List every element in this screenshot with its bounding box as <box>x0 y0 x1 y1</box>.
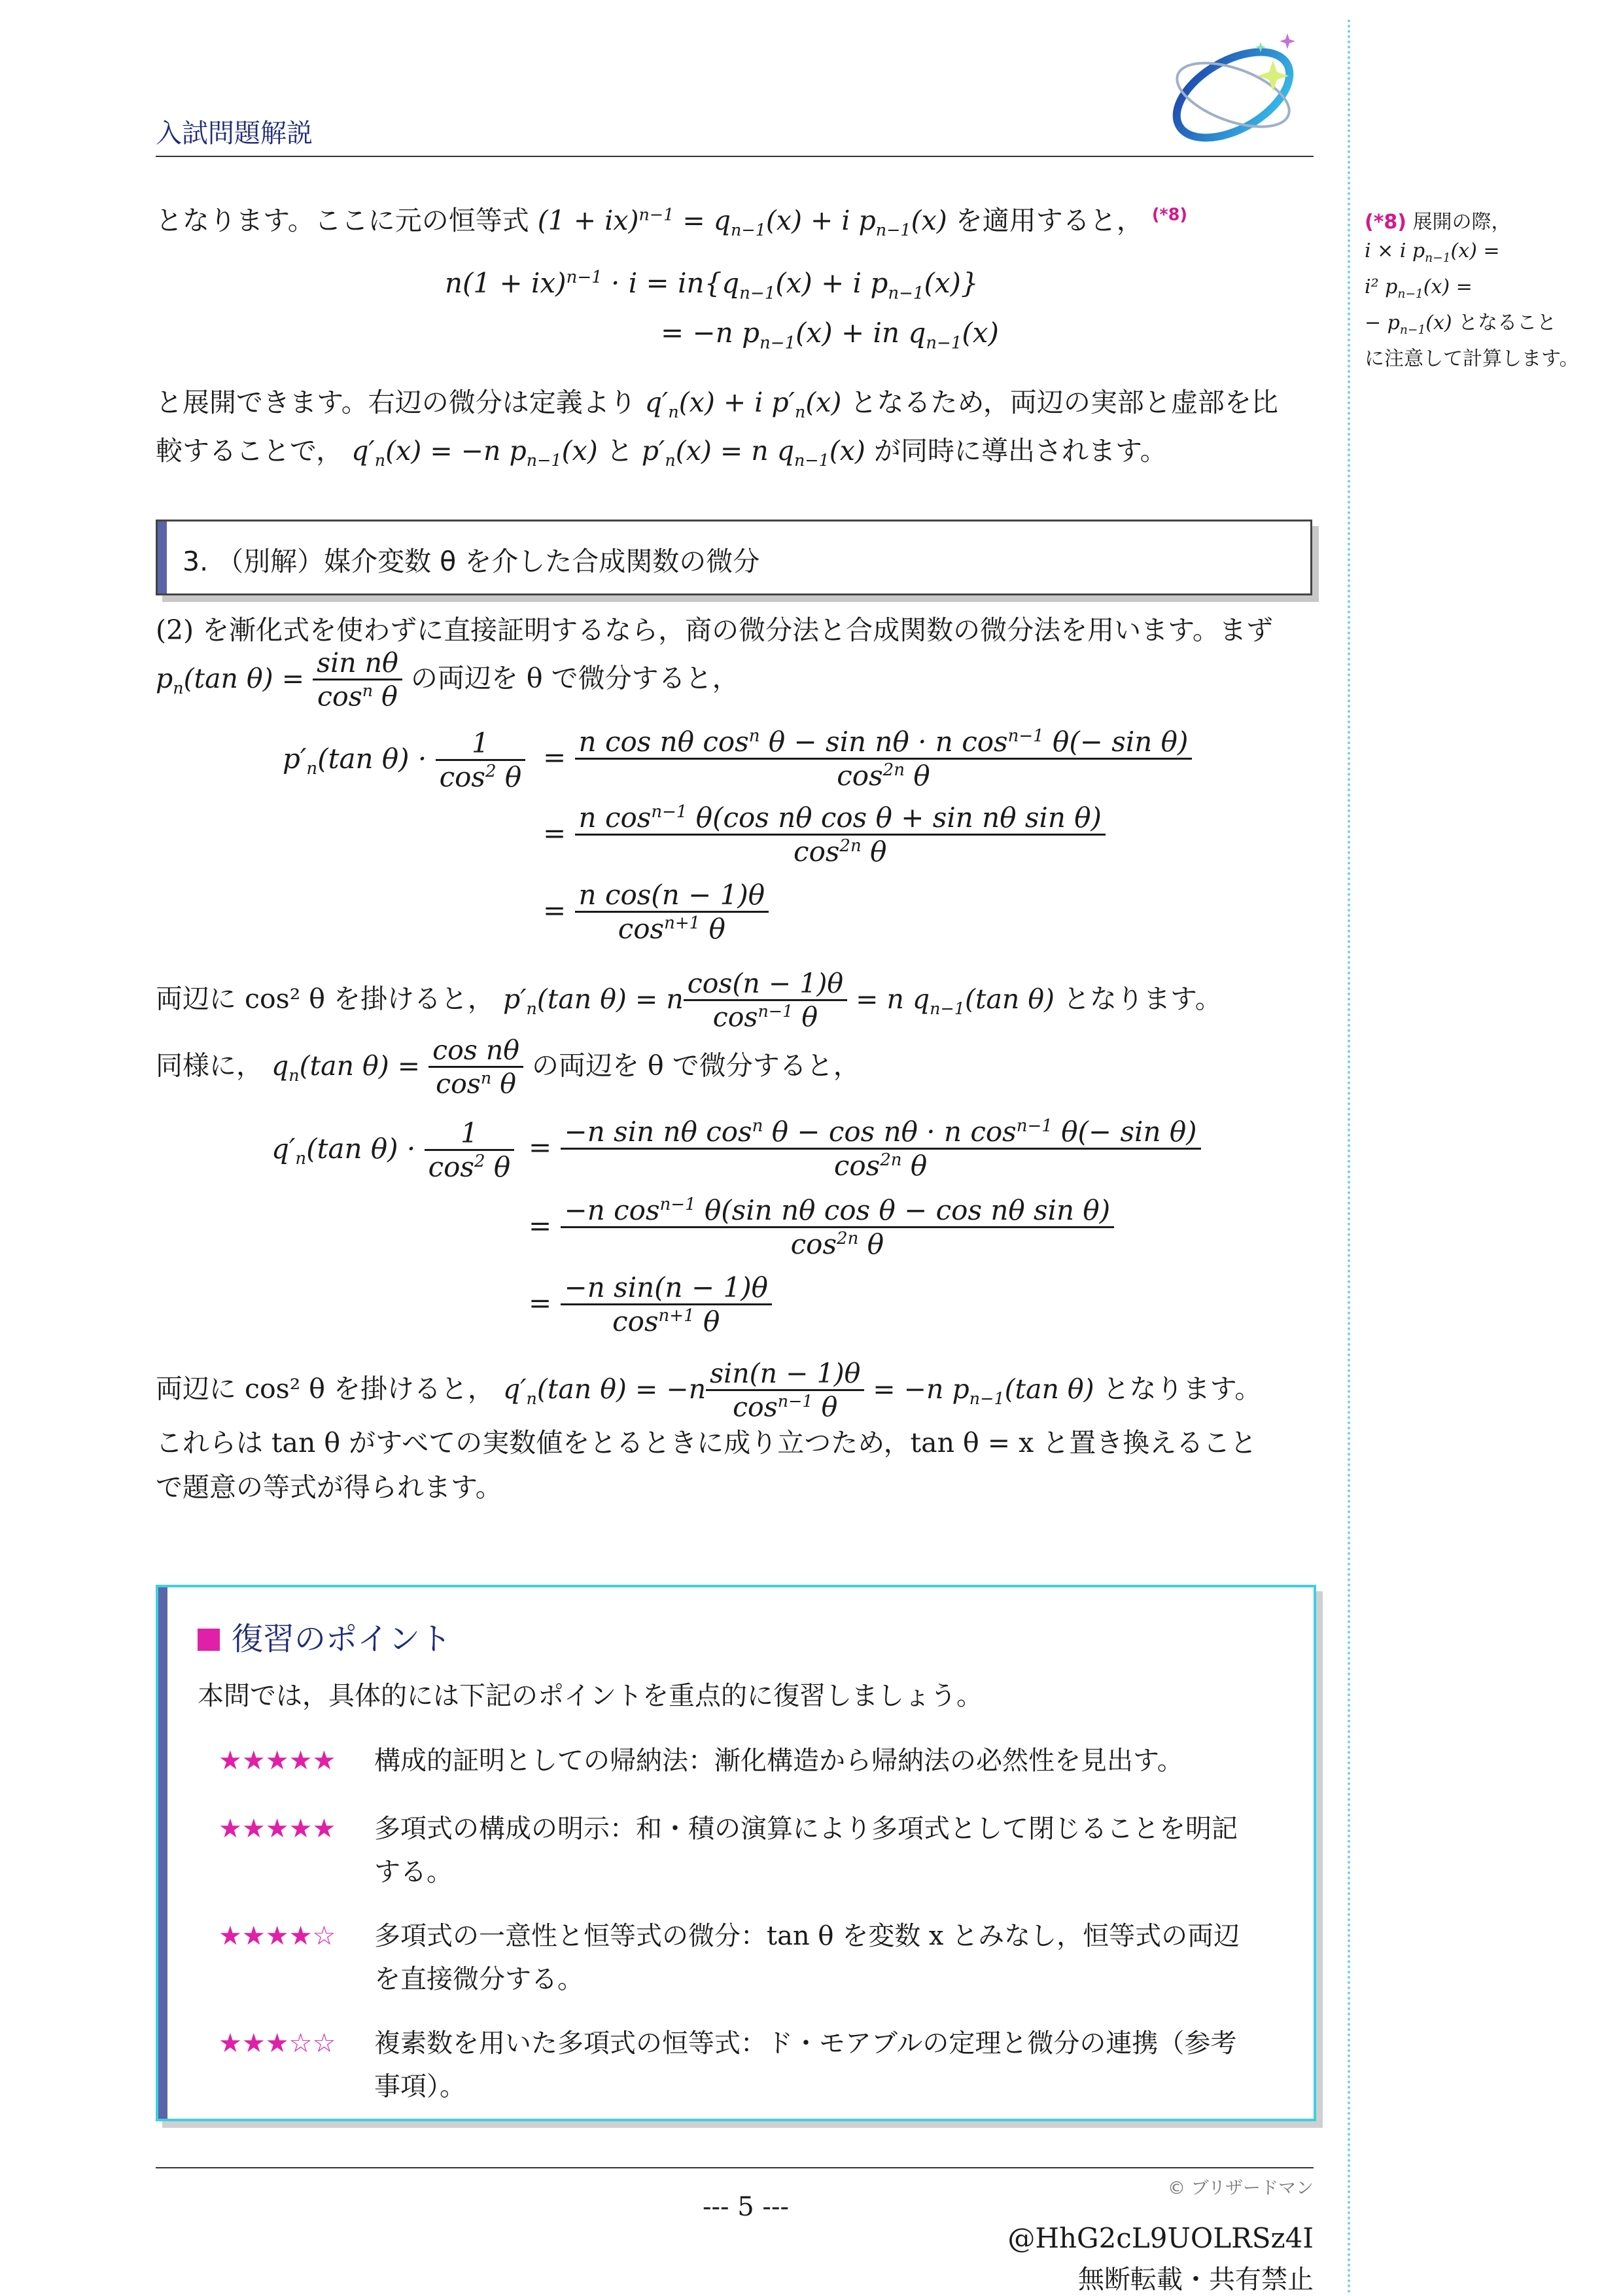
sidenote-line5: に注意して計算します。 <box>1365 347 1579 370</box>
margin-divider <box>1348 20 1350 2295</box>
footer-id: @HhG2cL9UOLRSz4I <box>1007 2222 1314 2254</box>
note-ref-8[interactable]: (*8) <box>1151 204 1187 224</box>
derivation-p-lhs: $p'_n(\tan$ θ) · $\frac{1}{\cos^2 \theta}$ <box>283 728 525 794</box>
page-number: --- 5 --- <box>703 2192 789 2222</box>
header-rule <box>156 156 1314 157</box>
para4-line1: 両辺に cos² θ を掛けると， $p'_n(\tan$ θ) = n $\frac{\cos(n - 1)\theta}{\cos^{n-1} \theta}$ = n $q_{n-1}(\tan$ θ) となります。 <box>156 968 1222 1033</box>
square-bullet-icon <box>198 1629 220 1651</box>
sidenote-line1: 展開の際， <box>1412 211 1511 234</box>
equation-expand-2: = −n $p_{n-1}(x)$ + in $q_{n-1}(x)$ <box>661 317 999 353</box>
sidenote-line4: − $p_{n-1}(x)$ となること <box>1365 311 1557 337</box>
rating-stars: ★★★★★ <box>218 1814 336 1844</box>
para3-line1: (2) を漸化式を使わずに直接証明するなら，商の微分法と合成関数の微分法を用います。まず <box>156 614 1273 646</box>
orbit-sparkle-logo-icon <box>1161 20 1312 150</box>
equation-expand-1: $n(1 + ix)^{n-1} \cdot i = in\{q_{n-1}(x) + i$ $p_{n-1}(x)$} <box>445 267 979 304</box>
header-title: 入試問題解説 <box>156 118 313 149</box>
footer-notice: 無断転載・共有禁止 <box>1078 2265 1314 2295</box>
para3-line2: $p_n(\tan$ θ) = $\frac{\text{sin nθ}}{\cos^n \theta}$ の両辺を θ で微分すると， <box>156 647 739 713</box>
derivation-q-step3: = $\frac{\text{−n sin(n − 1)θ}}{\cos^{n+1} \theta}$ <box>529 1272 772 1339</box>
footer-rule <box>156 2167 1314 2168</box>
para5-line1: 両辺に cos² θ を掛けると， $q'_n(\tan$ θ) = −n $\frac{\sin(n - 1)\theta}{\cos^{n-1} \theta}$ = −n $p_{n-1}(\tan$ θ) となります。 <box>156 1358 1262 1423</box>
review-title-row <box>198 1614 451 1659</box>
para2-line1: と展開できます。右辺の微分は定義より $q'_n(x) + i$ $p'_n(x)$ となるため，両辺の実部と虚部を比 <box>156 387 1278 422</box>
sidenote-line2: i × i $p_{n-1}(x)$ = <box>1365 239 1500 265</box>
rating-stars: ★★★☆☆ <box>218 2028 336 2058</box>
sidenote <box>1365 208 1613 374</box>
derivation-q-step1: = $\frac{-n \sin n\theta \cos^n \theta - \cos n\theta \cdot n \cos^{n-1} \theta(- \sin \theta)}{\cos^{2n} \theta}$ <box>529 1116 1201 1183</box>
review-item: ★★★☆☆ 複素数を用いた多項式の恒等式：ド・モアブルの定理と微分の連携（参考 事項）。 <box>218 2022 1291 2108</box>
para1-line: となります。ここに元の恒等式 $(1 + ix)^{n-1} = q_{n-1}(x) + i$ $p_{n-1}(x)$ を適用すると， $^{(*8)}$ <box>156 204 1187 240</box>
para4-line2: 同様に， $q_n(\tan$ θ) = $\frac{\text{cos nθ}}{\cos^n \theta}$ の両辺を θ で微分すると， <box>156 1034 860 1100</box>
para2-line2: 較することで， $q'_n(x) = -n$ $p_{n-1}(x)$ と $p'_n(x) = n$ $q_{n-1}(x)$ が同時に導出されます。 <box>156 435 1167 470</box>
derivation-q-step2: = $\frac{-n \cos^{n-1} \theta(\sin n\theta \cos \theta - \cos n\theta \sin \theta)}{\cos^{2n} \theta}$ <box>529 1195 1114 1262</box>
section-heading-bar <box>158 521 167 593</box>
section-title: 3. （別解）媒介変数 θ を介した合成関数の微分 <box>183 546 760 577</box>
sidenote-mark: (*8) <box>1365 211 1406 234</box>
rating-stars: ★★★★★ <box>218 1746 336 1776</box>
review-item: ★★★★★ 構成的証明としての帰納法：漸化構造から帰納法の必然性を見出す。 <box>218 1739 1291 1782</box>
derivation-q-lhs: $q'_n(\tan$ θ) · $\frac{1}{\cos^2 \theta}$ <box>271 1118 514 1184</box>
para5-line2: これらは tan θ がすべての実数値をとるときに成り立つため，tan θ = x と置き換えること <box>156 1427 1257 1458</box>
review-item: ★★★★★ 多項式の構成の明示：和・積の演算により多項式として閉じることを明記 する。 <box>218 1807 1291 1894</box>
section-heading-box <box>156 520 1312 595</box>
review-intro: 本問では，具体的には下記のポイントを重点的に復習しましょう。 <box>198 1681 983 1711</box>
derivation-p-step2: = $\frac{n \cos^{n-1} \theta(\cos n\theta \cos \theta + \sin n\theta \sin \theta)}{\cos^{2n} \theta}$ <box>543 802 1106 869</box>
derivation-p-step1: = $\frac{n \cos n\theta \cos^n \theta - \sin n\theta \cdot n \cos^{n-1} \theta(- \sin \theta)}{\cos^{2n} \theta}$ <box>543 726 1192 793</box>
para5-line3: で題意の等式が得られます。 <box>156 1472 502 1503</box>
review-title: 復習のポイント <box>232 1621 452 1657</box>
review-item: ★★★★☆ 多項式の一意性と恒等式の微分：tan θ を変数 x とみなし，恒等式の両辺 を直接微分する。 <box>218 1915 1291 2001</box>
footer-copyright: © ブリザードマン <box>1168 2178 1314 2199</box>
review-box <box>156 1585 1316 2121</box>
rating-stars: ★★★★☆ <box>218 1921 336 1951</box>
logo <box>1161 20 1312 150</box>
review-box-bar <box>158 1587 167 2119</box>
derivation-p-step3: = $\frac{\text{n cos(n − 1)θ}}{\cos^{n+1} \theta}$ <box>543 879 769 946</box>
sidenote-line3: i² $p_{n-1}(x)$ = <box>1365 275 1473 301</box>
